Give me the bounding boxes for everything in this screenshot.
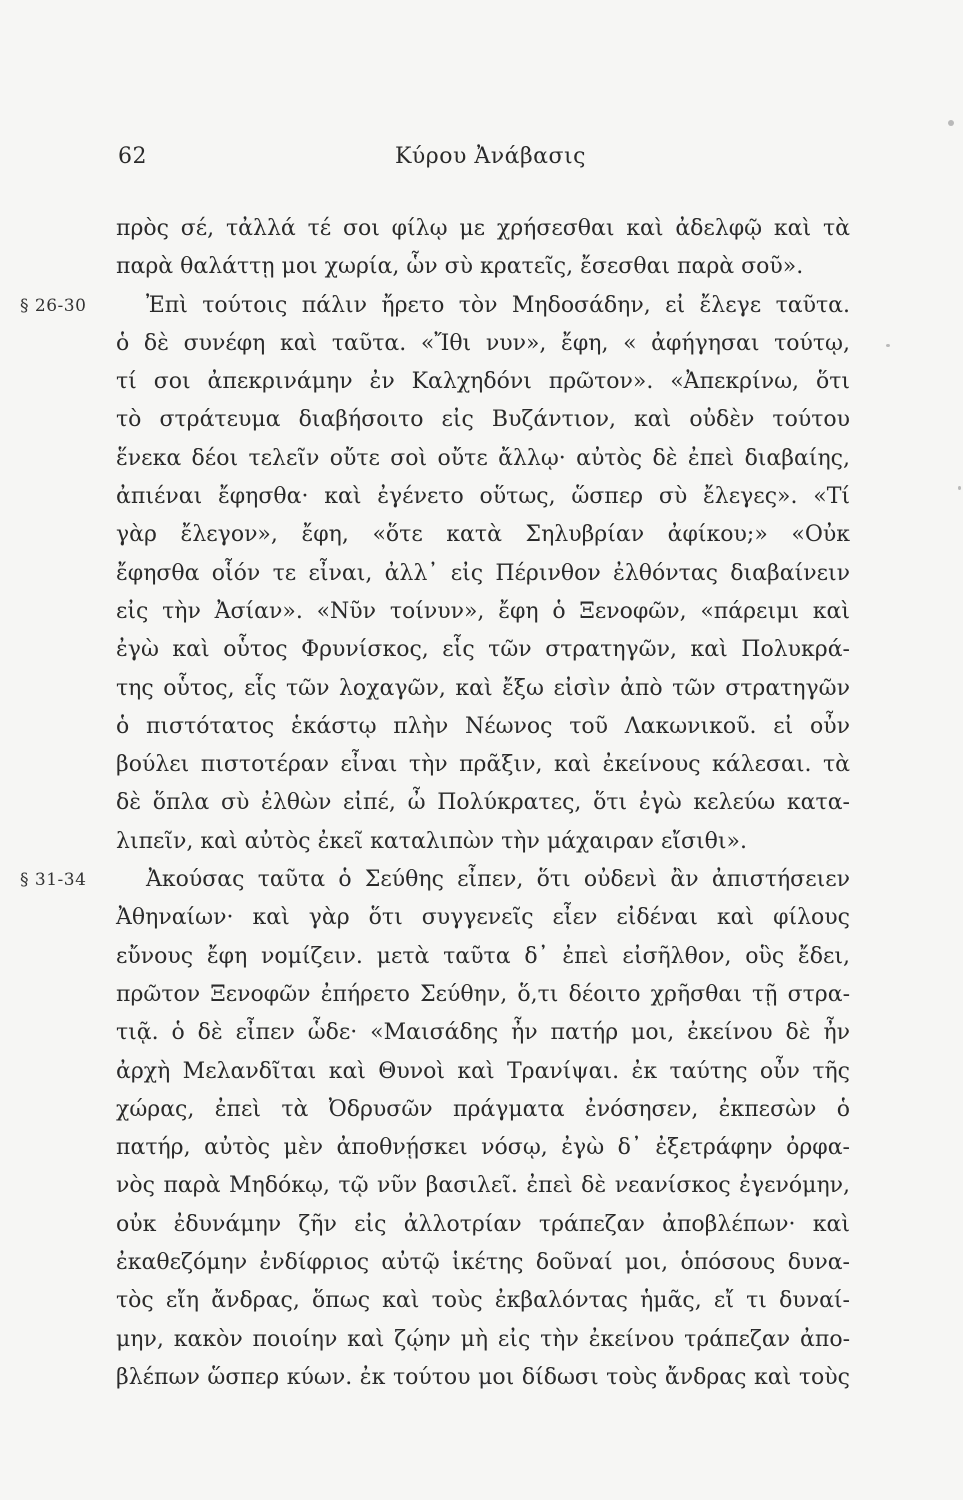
text-line: ἀρχὴ Μελανδῖται καὶ Θυνοὶ καὶ Τρανίψαι. ἐκ ταύτης οὖν τῆς (116, 1058, 850, 1084)
running-title: Κύρου Ἀνάβασις (394, 144, 586, 169)
text-line: ἕνεκα δέοι τελεῖν οὔτε σοὶ οὔτε ἄλλῳ· αὐτὸς δὲ ἐπεὶ διαβαίης, (116, 445, 850, 471)
text-line: ἔφησθα οἷόν τε εἶναι, ἀλλ᾽ εἰς Πέρινθον ἐλθόντας διαβαίνειν (116, 560, 850, 586)
text-line: πρῶτον Ξενοφῶν ἐπήρετο Σεύθην, ὅ,τι δέοιτο χρῆσθαι τῇ στρα- (116, 981, 850, 1007)
page-number: 62 (118, 144, 147, 169)
text-line: μην, κακὸν ποιοίην καὶ ζῴην μὴ εἰς τὴν ἐκείνου τράπεζαν ἀπο- (116, 1326, 850, 1352)
text-line: Ἀθηναίων· καὶ γὰρ ὅτι συγγενεῖς εἶεν εἰδέναι καὶ φίλους (116, 905, 850, 931)
text-line: τὸς εἴη ἄνδρας, ὅπως καὶ τοὺς ἐκβαλόντας ἡμᾶς, εἴ τι δυναί- (116, 1288, 850, 1314)
text-line: λιπεῖν, καὶ αὐτὸς ἐκεῖ καταλιπὼν τὴν μάχαιραν εἴσιθι». (116, 828, 747, 854)
text-line: Ἐπὶ τούτοις πάλιν ἤρετο τὸν Μηδοσάδην, εἰ ἔλεγε ταῦτα. (146, 292, 850, 318)
text-line: πατήρ, αὐτὸς μὲν ἀποθνῄσκει νόσῳ, ἐγὼ δ᾽ ἐξετράφην ὀρφα- (116, 1135, 850, 1161)
text-line: οὐκ ἐδυνάμην ζῆν εἰς ἀλλοτρίαν τράπεζαν ἀποβλέπων· καὶ (116, 1211, 850, 1237)
text-line: παρὰ θαλάττῃ μοι χωρία, ὧν σὺ κρατεῖς, ἔσεσθαι παρὰ σοῦ». (116, 254, 804, 280)
text-line: νὸς παρὰ Μηδόκῳ, τῷ νῦν βασιλεῖ. ἐπεὶ δὲ νεανίσκος ἐγενόμην, (116, 1173, 850, 1199)
page-speck (886, 344, 890, 347)
margin-reference-26-30: § 26-30 (20, 295, 87, 316)
text-line: δὲ ὅπλα σὺ ἐλθὼν εἰπέ, ὦ Πολύκρατες, ὅτι ἐγὼ κελεύω κατα- (116, 790, 850, 816)
text-line: γὰρ ἔλεγον», ἔφη, «ὅτε κατὰ Σηλυβρίαν ἀφίκου;» «Οὐκ (116, 522, 850, 548)
text-line: τί σοι ἀπεκρινάμην ἐν Καλχηδόνι πρῶτον». «Ἀπεκρίνω, ὅτι (116, 369, 850, 395)
text-line: ἀπιέναι ἔφησθα· καὶ ἐγένετο οὕτως, ὥσπερ σὺ ἔλεγες». «Τί (116, 484, 850, 510)
text-line: ὁ δὲ συνέφη καὶ ταῦτα. «Ἴθι νυν», ἔφη, « ἀφήγησαι τούτῳ, (116, 330, 850, 356)
text-line: εὔνους ἔφη νομίζειν. μετὰ ταῦτα δ᾽ ἐπεὶ εἰσῆλθον, οὓς ἔδει, (116, 943, 850, 969)
text-line: ἐκαθεζόμην ἐνδίφριος αὐτῷ ἱκέτης δοῦναί μοι, ὁπόσους δυνα- (116, 1250, 850, 1276)
text-line: πρὸς σέ, τἀλλά τέ σοι φίλῳ με χρήσεσθαι καὶ ἀδελφῷ καὶ τὰ (116, 216, 850, 241)
text-line: τιᾷ. ὁ δὲ εἶπεν ὧδε· «Μαισάδης ἦν πατήρ μοι, ἐκείνου δὲ ἦν (116, 1020, 850, 1046)
text-line: τὸ στράτευμα διαβήσοιτο εἰς Βυζάντιον, καὶ οὐδὲν τούτου (116, 407, 850, 433)
text-line: εἰς τὴν Ἀσίαν». «Νῦν τοίνυν», ἔφη ὁ Ξενοφῶν, «πάρειμι καὶ (116, 598, 850, 624)
text-line: Ἀκούσας ταῦτα ὁ Σεύθης εἶπεν, ὅτι οὐδενὶ ἂν ἀπιστήσειεν (146, 867, 850, 893)
text-line: χώρας, ἐπεὶ τὰ Ὀδρυσῶν πράγματα ἐνόσησεν, ἐκπεσὼν ὁ (116, 1096, 850, 1122)
text-line: ὁ πιστότατος ἑκάστῳ πλὴν Νέωνος τοῦ Λακωνικοῦ. εἰ οὖν (116, 713, 850, 739)
page-speck (958, 486, 961, 490)
text-line: βούλει πιστοτέραν εἶναι τὴν πρᾶξιν, καὶ ἐκείνους κάλεσαι. τὰ (116, 752, 850, 778)
margin-reference-31-34: § 31-34 (20, 870, 87, 891)
text-line: βλέπων ὥσπερ κύων. ἐκ τούτου μοι δίδωσι τοὺς ἄνδρας καὶ τοὺς (116, 1364, 850, 1390)
page-speck (948, 120, 954, 126)
body-text (116, 210, 850, 1397)
text-line: της οὗτος, εἷς τῶν λοχαγῶν, καὶ ἔξω εἰσὶν ἀπὸ τῶν στρατηγῶν (116, 675, 850, 701)
text-line: ἐγὼ καὶ οὗτος Φρυνίσκος, εἷς τῶν στρατηγῶν, καὶ Πολυκρά- (116, 637, 850, 663)
